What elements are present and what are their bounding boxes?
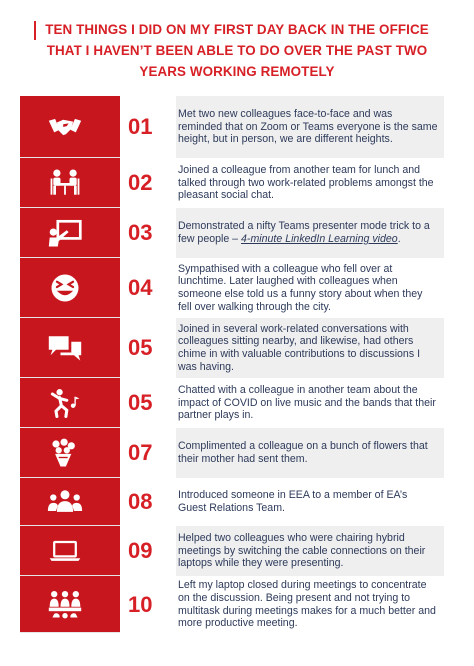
item-number: 10 [128,591,153,617]
list-item [20,526,444,576]
item-text: Sympathised with a colleague who fell over at lunchtime. Later laughed with colleagues when someone else told us a funny story about when they fell over walking through the city. [178,262,423,313]
text-cursor [34,21,36,40]
item-number: 05 [128,390,153,415]
item-number: 03 [128,220,153,245]
page-title [30,19,444,82]
item-number: 08 [128,489,153,514]
laptop-icon [42,531,88,571]
item-text: Met two new colleagues face-to-face and was reminded that on Zoom or Teams everyone is the same height, but in person, we are different heights. [176,96,444,158]
item-number: 09 [128,538,153,563]
meeting-icon [42,584,88,624]
linkedin-learning-link[interactable]: 4-minute LinkedIn Learning video [241,233,398,245]
title-text: TEN THINGS I DID ON MY FIRST DAY BACK IN THE OFFICE THAT I HAVEN’T BEEN ABLE TO DO OVER THE PAST TWO YEARS WORKING REMOTELY [45,22,429,79]
item-number: 01 [128,114,153,139]
item-text: Joined in several work-related conversations with colleagues sitting nearby, and likewise, had others chime in with valuable contributions to discussions I was having. [176,318,444,378]
list-item [20,428,444,478]
chat-bubbles-icon [42,328,88,368]
item-text: Left my laptop closed during meetings to concentrate on the discussion. Being present and not trying to multitask during meetings makes for a much better and more productive meeting. [178,579,436,630]
dancing-person-icon [42,383,88,423]
flower-bouquet-icon [42,433,88,473]
list-item [20,478,444,526]
list-item [20,96,444,158]
item-text: Introduced someone in EEA to a member of EA’s Guest Relations Team. [178,489,408,514]
things-list [20,96,444,633]
list-item [20,258,444,318]
handshake-icon [42,107,88,147]
item-text: Demonstrated a nifty Teams presenter mode trick to a few people – 4-minute LinkedIn Learning video. [176,208,444,258]
list-item [20,378,444,428]
list-item [20,208,444,258]
lunch-table-icon [42,163,88,203]
laughing-face-icon [42,268,88,308]
item-number: 04 [128,275,153,300]
presenter-icon [42,213,88,253]
list-item [20,576,444,633]
item-text: Complimented a colleague on a bunch of flowers that their mother had sent them. [176,428,444,478]
item-text: Chatted with a colleague in another team about the impact of COVID on live music and the bands that their partner plays in. [178,384,436,422]
list-item [20,318,444,378]
item-text: Helped two colleagues who were chairing hybrid meetings by switching the cable connections on their laptops while they were presenting. [176,526,444,576]
group-icon [42,482,88,522]
list-item [20,158,444,208]
item-number: 05 [128,335,153,360]
item-text: Joined a colleague from another team for lunch and talked through two work-related problems amongst the pleasant social chat. [178,164,434,202]
item-number: 07 [128,440,153,465]
item-number: 02 [128,170,153,195]
